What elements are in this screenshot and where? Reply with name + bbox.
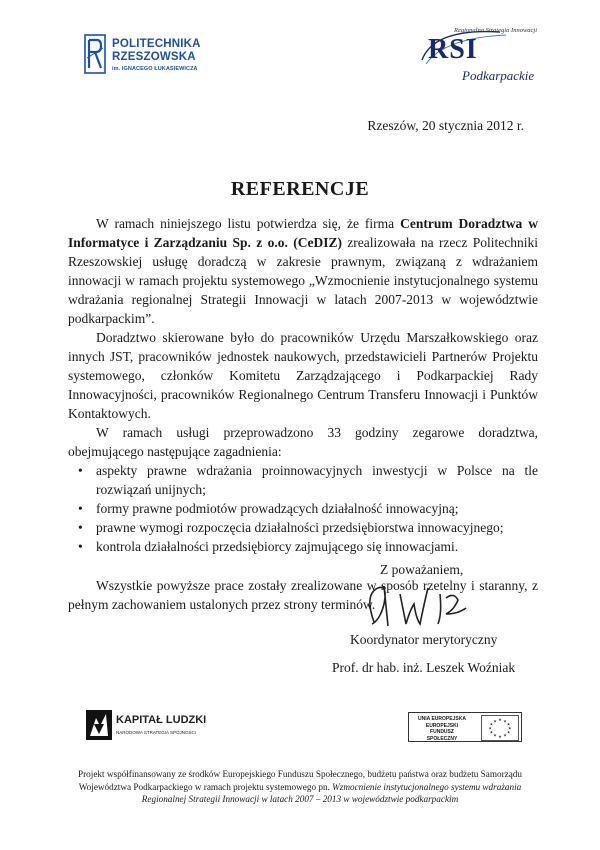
kapital-ludzki-emblem-icon [86, 710, 112, 740]
eu-line2: EUROPEJSKI [425, 722, 459, 729]
university-patron: im. IGNACEGO ŁUKASIEWICZA [112, 66, 198, 72]
svg-text:★: ★ [503, 718, 507, 724]
kapital-ludzki-title: KAPITAŁ LUDZKI [116, 714, 207, 726]
rsi-mark: RSI [428, 34, 478, 65]
list-item: • formy prawne podmiotów prowadzących działalność innowacyjną; [68, 499, 538, 518]
document-title: REFERENCJE [230, 178, 370, 200]
paragraph-3: W ramach usługi przeprowadzono 33 godziny zegarowe doradztwa, obejmującego następujące zagadnienia: [68, 425, 538, 459]
footer-line1: Projekt współfinansowany ze środków Europejskiego Funduszu Społecznego, budżetu państwa oraz budżetu Samorządu [78, 769, 522, 779]
eu-line3: FUNDUSZ SPOŁECZNY [426, 729, 458, 742]
footer-line3-italic: Regionalnej Strategii Innowacji w latach 2007 – 2013 w województwie podkarpackim [141, 794, 459, 804]
kapital-ludzki-logo [86, 710, 207, 744]
university-logo [84, 34, 224, 82]
closing-phrase: Z poważaniem, [380, 562, 464, 577]
list-item: • kontrola działalności przedsiębiorcy zajmującego się innowacjami. [68, 537, 538, 556]
paragraph-1 [68, 214, 538, 328]
svg-text:★: ★ [508, 725, 512, 731]
svg-text:★: ★ [489, 721, 494, 727]
rsi-subtitle: Podkarpackie [462, 68, 535, 83]
svg-text:★: ★ [498, 717, 502, 722]
paragraph-1-rest: zrealizowała na rzecz Politechniki Rzeszowskiej usługę doradczą w zakresie prawnym, związaną z wdrażaniem innowacji w ramach projektu systemowego „Wzmocnienie instytucjonalnego systemu wdrażania regionalnej Strategii Innowacji w latach 2007-2013 w województwie podkarpackim”. [68, 235, 538, 326]
svg-text:★: ★ [506, 721, 511, 727]
rsi-tagline: Regionalna Strategia Innowacji [454, 27, 538, 34]
list-item: • aspekty prawne wdrażania proinnowacyjnych inwestycji w Polsce na tle rozwiązań unijnych; [68, 461, 538, 499]
eu-logo [408, 712, 522, 742]
topics-list [68, 461, 538, 556]
funding-footer [60, 768, 540, 806]
svg-text:★: ★ [493, 718, 497, 724]
paragraph-4: Wszystkie powyższe prace zostały zrealizowane w sposób rzetelny i staranny, z pełnym zachowaniem ustalonych przez strony terminów. [68, 578, 538, 612]
eu-line1: UNIA EUROPEJSKA [418, 716, 466, 722]
svg-text:★: ★ [489, 729, 494, 735]
footer-line2 [60, 781, 540, 794]
svg-text:★: ★ [498, 734, 502, 739]
university-emblem-icon [84, 34, 106, 74]
list-item: • prawne wymogi rozpoczęcia działalności przedsiębiorstwa innowacyjnego; [68, 518, 538, 537]
paragraph-2: Doradztwo skierowane było do pracowników Urzędu Marszałkowskiego oraz innych JST, pracowników jednostek naukowych, przedstawicieli Partnerów Projektu systemowego, członków Komitetu Zarządzającego i Podkarpackiej Rady Innowacyjności, pracowników Regionalnego Centrum Transferu Innowacji i Punktów Kontaktowych. [68, 330, 538, 421]
svg-text:★: ★ [493, 732, 497, 738]
letter-body [68, 214, 538, 614]
svg-text:★: ★ [488, 725, 492, 731]
svg-text:★: ★ [506, 729, 511, 735]
university-name-line2: RZESZOWSKA [112, 51, 196, 63]
paragraph-1-intro: W ramach niniejszego listu potwierdza się, że firma [96, 216, 401, 231]
rsi-logo [404, 24, 554, 84]
document-date: Rzeszów, 20 stycznia 2012 r. [367, 118, 524, 133]
signatory-role: Koordynator merytoryczny [350, 632, 498, 647]
handwritten-signature [354, 574, 484, 634]
footer-line3 [60, 793, 540, 806]
svg-text:★: ★ [503, 732, 507, 738]
footer-line2-italic: Wzmocnienie instytucjonalnego systemu wdrażania [332, 781, 522, 792]
signatory-name: Prof. dr hab. inż. Leszek Woźniak [332, 660, 516, 675]
university-name-line1: POLITECHNIKA [112, 38, 201, 50]
company-name: Centrum Doradztwa w Informatyce i Zarządzaniu Sp. z o.o. (CeDIZ) [68, 216, 538, 250]
kapital-ludzki-subtitle: NARODOWA STRATEGIA SPÓJNOŚCI [116, 730, 197, 735]
footer-line2-plain: Województwa Podkarpackiego w ramach projektu systemowego pn. [78, 781, 333, 792]
eu-flag-icon [481, 715, 519, 741]
